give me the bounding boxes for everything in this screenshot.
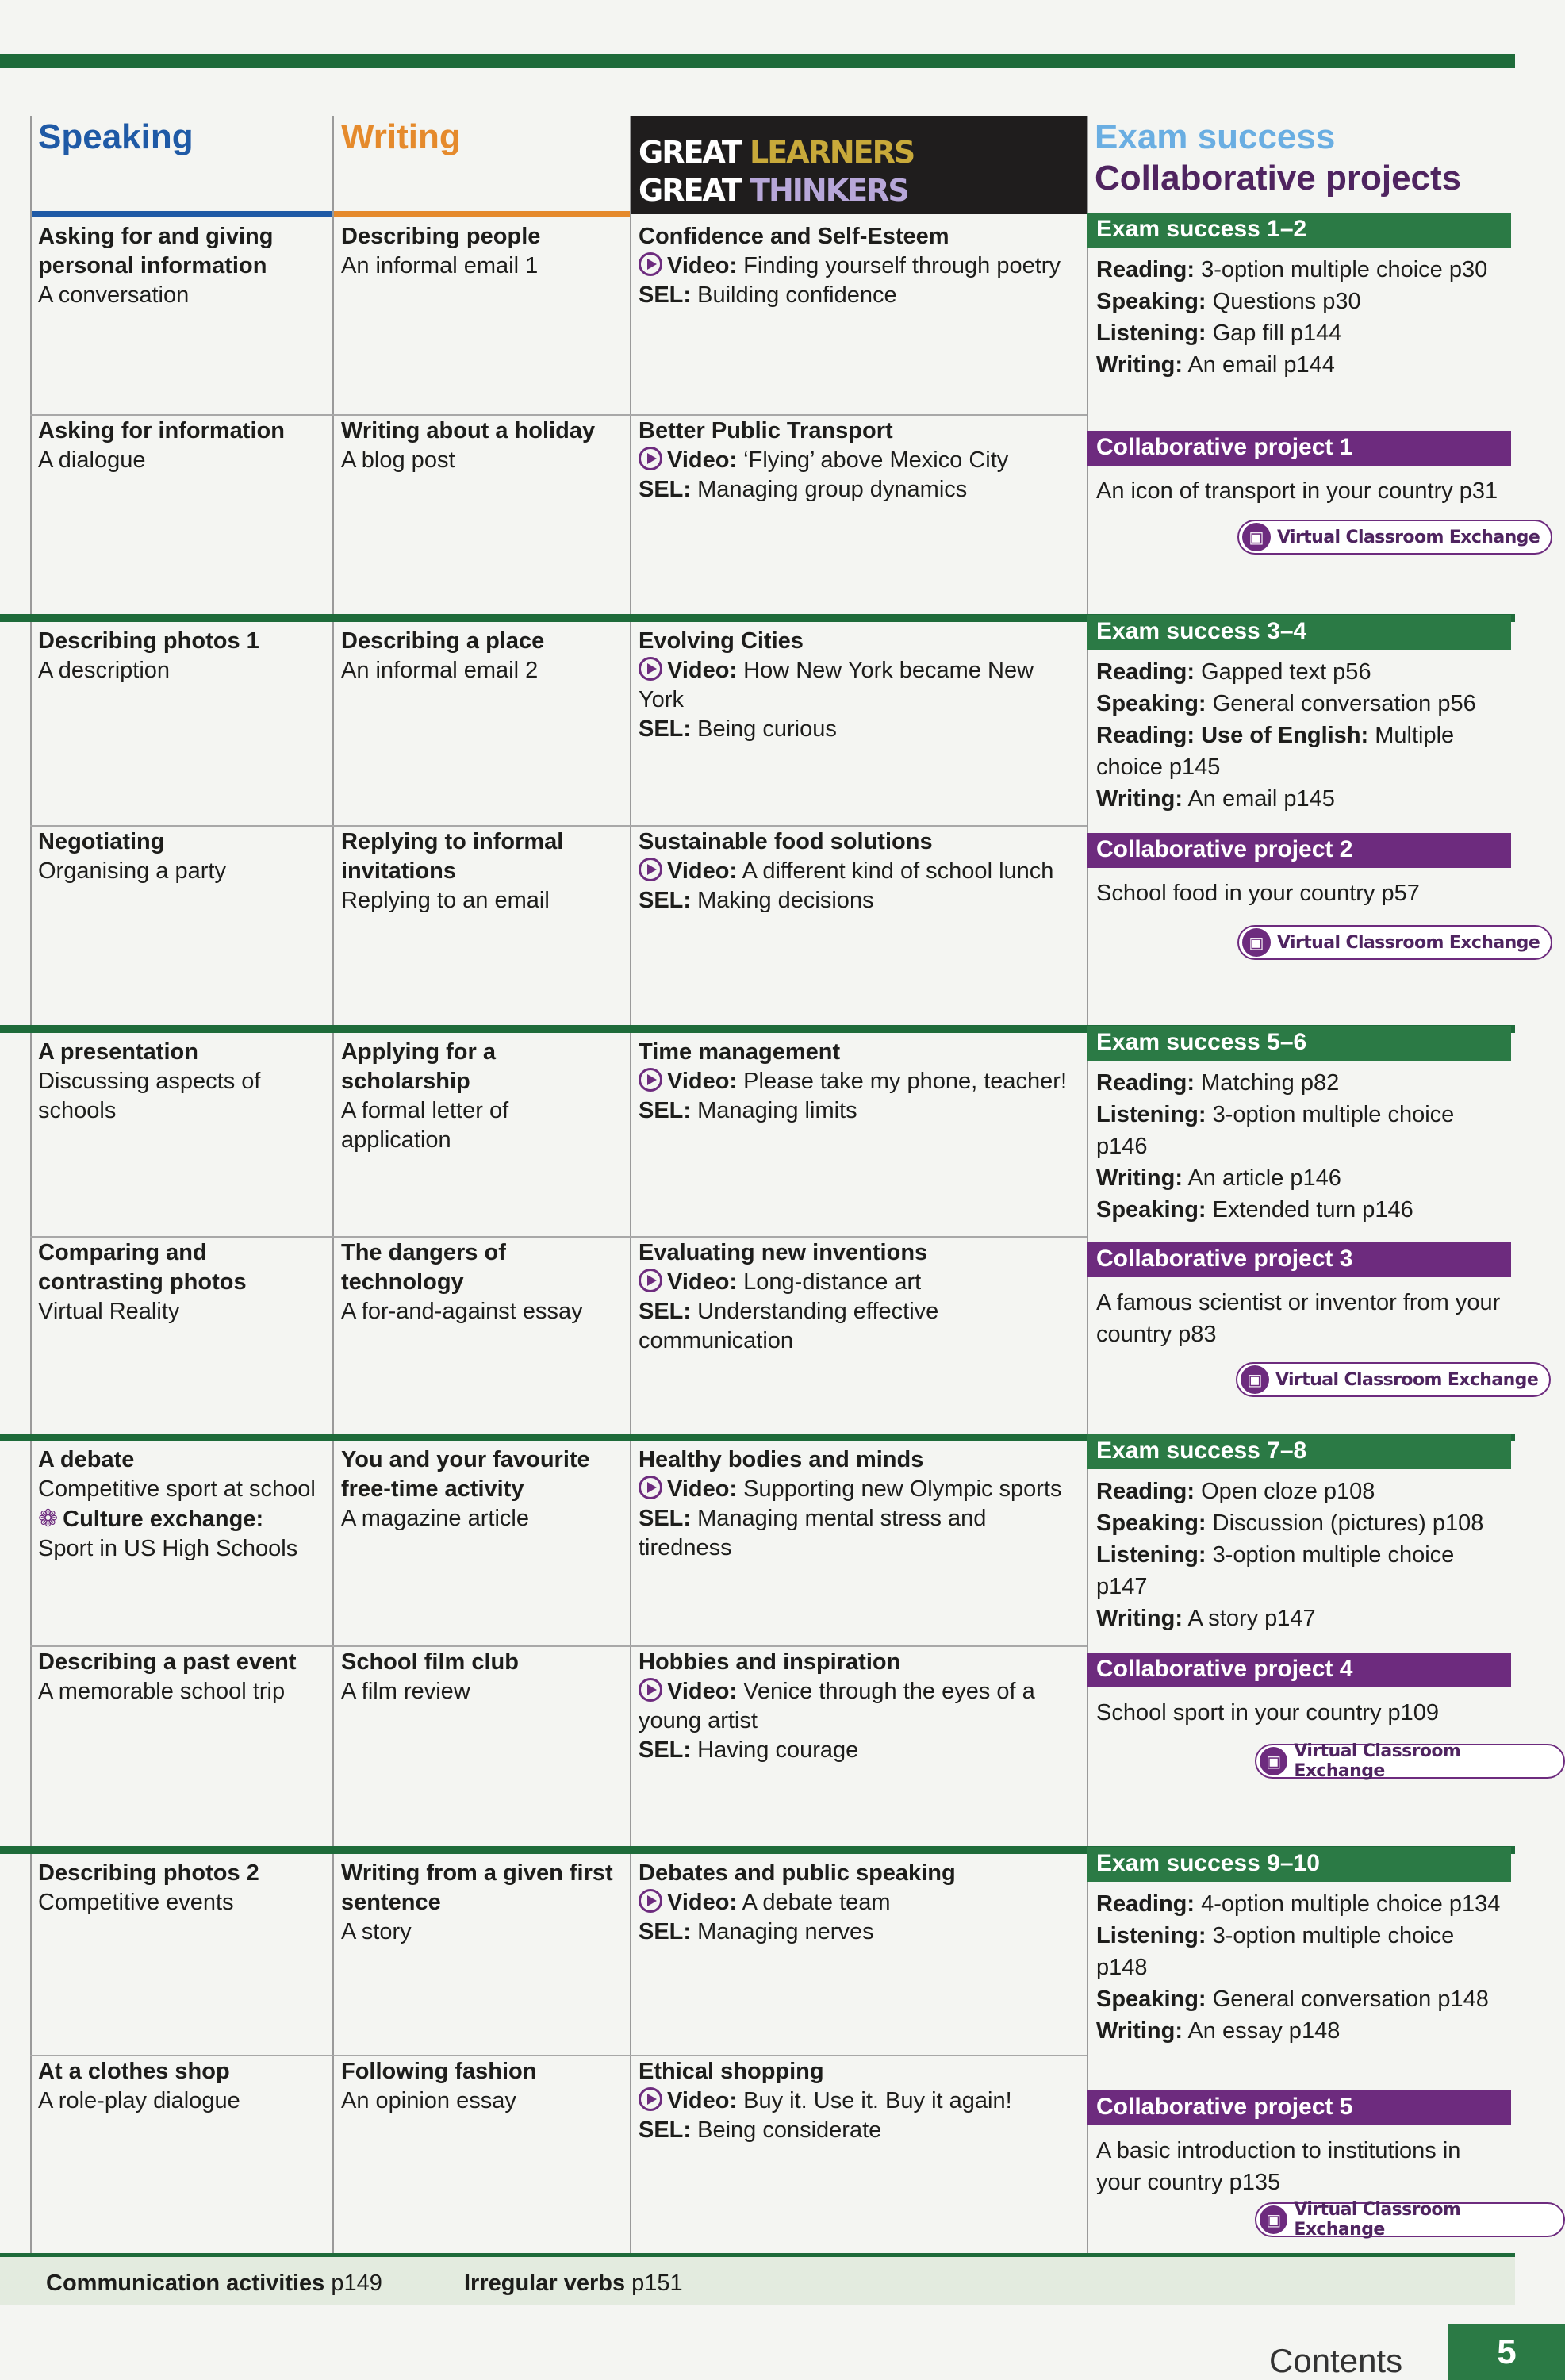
- topic-title: Ethical shopping: [639, 2059, 824, 2084]
- great-learners-cell: [639, 416, 1079, 505]
- sel-line: [639, 886, 1079, 916]
- virtual-classroom-exchange-button[interactable]: [1255, 1741, 1565, 1781]
- exam-item: [1096, 1888, 1509, 1920]
- exam-item-text: 3-option multiple choice p148: [1096, 1923, 1455, 1980]
- great-learners-cell: [639, 1648, 1079, 1765]
- exam-item: [1096, 254, 1509, 286]
- video-label: Video:: [667, 658, 738, 683]
- topic-title: Confidence and Self-Esteem: [639, 224, 949, 249]
- exam-item: [1096, 1539, 1509, 1603]
- video-line: [639, 656, 1079, 715]
- video-label: Video:: [667, 1476, 738, 1502]
- collaborative-project-text: A famous scientist or inventor from your country p83: [1096, 1290, 1501, 1347]
- exam-item: [1096, 317, 1509, 349]
- writing-subtitle: An opinion essay: [341, 2088, 516, 2113]
- exam-item: [1096, 688, 1509, 720]
- speaking-subtitle: Organising a party: [38, 858, 226, 884]
- sel-text: Managing mental stress and tiredness: [639, 1506, 987, 1560]
- writing-cell: [341, 2057, 623, 2116]
- exam-item-label: Speaking:: [1096, 289, 1206, 314]
- exam-success-bar: Exam success 7–8: [1087, 1434, 1511, 1469]
- sel-text: Managing group dynamics: [697, 477, 968, 502]
- exam-success-list: [1096, 254, 1509, 381]
- topic-title: Better Public Transport: [639, 418, 893, 443]
- video-title: A debate team: [742, 1890, 891, 1915]
- exam-item-text: 3-option multiple choice p147: [1096, 1542, 1455, 1599]
- exam-item-text: An email p144: [1187, 352, 1335, 378]
- writing-subtitle: An informal email 2: [341, 658, 539, 683]
- exam-item: [1096, 1920, 1509, 1983]
- exam-success-header: Exam success: [1095, 117, 1336, 156]
- sel-line: [639, 1917, 1079, 1947]
- video-label: Video:: [667, 1269, 738, 1295]
- exam-success-list: [1096, 1476, 1509, 1634]
- sel-line: [639, 1096, 1079, 1126]
- vce-label: Virtual Classroom Exchange: [1294, 1741, 1461, 1781]
- video-title: Buy it. Use it. Buy it again!: [743, 2088, 1012, 2113]
- exam-item: [1096, 286, 1509, 317]
- virtual-classroom-exchange-button[interactable]: [1237, 925, 1552, 960]
- exam-item: [1096, 1983, 1509, 2015]
- sel-line: [639, 281, 1079, 310]
- video-title: Venice through the eyes of a young artist: [639, 1679, 1035, 1733]
- speaking-cell: [38, 416, 324, 475]
- writing-title: Applying for a scholarship: [341, 1039, 496, 1094]
- writing-cell: [341, 1038, 623, 1155]
- sel-line: [639, 1297, 1079, 1356]
- speaking-title: Describing photos 1: [38, 628, 259, 654]
- sel-text: Building confidence: [697, 282, 897, 308]
- sel-label: SEL:: [639, 716, 692, 742]
- speaking-cell: [38, 827, 324, 886]
- sel-label: SEL:: [639, 2117, 692, 2143]
- exam-item-text: General conversation p148: [1212, 1987, 1489, 2012]
- writing-cell: [341, 222, 623, 281]
- writing-cell: [341, 1859, 623, 1947]
- great-learners-cell: [639, 2057, 1079, 2145]
- exam-item-label: Speaking:: [1096, 1511, 1206, 1536]
- play-icon: [639, 1476, 662, 1499]
- communication-activities-ref: Communication activities p149: [46, 2271, 382, 2296]
- exam-item-text: Extended turn p146: [1212, 1197, 1413, 1223]
- exam-item-text: Gap fill p144: [1212, 321, 1342, 346]
- exam-item: [1096, 783, 1509, 815]
- sel-text: Managing limits: [697, 1098, 857, 1123]
- video-label: Video:: [667, 447, 738, 473]
- row-divider: [30, 825, 1087, 827]
- play-icon: [639, 858, 662, 881]
- sel-label: SEL:: [639, 1299, 692, 1324]
- exam-item-label: Reading:: [1096, 1479, 1195, 1504]
- writing-title: Describing a place: [341, 628, 545, 654]
- great-learners-logo: GREAT LEARNERS GREAT THINKERS: [631, 116, 1087, 214]
- exam-item-text: An essay p148: [1187, 2018, 1341, 2044]
- exam-item-text: 3-option multiple choice p146: [1096, 1102, 1455, 1159]
- exam-item-text: 4-option multiple choice p134: [1201, 1891, 1501, 1917]
- writing-title: You and your favourite free-time activity: [341, 1447, 590, 1502]
- exam-item-text: An email p145: [1187, 786, 1335, 812]
- writing-cell: [341, 416, 623, 475]
- writing-subtitle: A magazine article: [341, 1506, 529, 1531]
- sel-line: [639, 1504, 1079, 1563]
- laptop-icon: ▣: [1242, 928, 1271, 957]
- sel-line: [639, 475, 1079, 505]
- play-icon: [639, 1269, 662, 1292]
- collaborative-project-bar: Collaborative project 2: [1087, 833, 1511, 868]
- great-learners-cell: [639, 1445, 1079, 1563]
- exam-item-text: Gapped text p56: [1201, 659, 1371, 685]
- writing-subtitle: A formal letter of application: [341, 1098, 509, 1153]
- speaking-title: Negotiating: [38, 829, 165, 854]
- video-title: Supporting new Olympic sports: [743, 1476, 1062, 1502]
- great-learners-cell: [639, 222, 1079, 310]
- speaking-subtitle: A memorable school trip: [38, 1679, 286, 1704]
- laptop-icon: ▣: [1260, 2205, 1287, 2234]
- sel-label: SEL:: [639, 1506, 692, 1531]
- exam-item-label: Writing:: [1096, 1606, 1183, 1631]
- sel-text: Managing nerves: [697, 1919, 874, 1944]
- exam-item: [1096, 349, 1509, 381]
- play-icon: [639, 252, 662, 276]
- video-label: Video:: [667, 1679, 738, 1704]
- video-label: Video:: [667, 858, 738, 884]
- speaking-cell: [38, 1859, 324, 1917]
- row-divider: [30, 1645, 1087, 1647]
- exam-item-label: Listening:: [1096, 321, 1206, 346]
- exam-item-label: Writing:: [1096, 2018, 1183, 2044]
- play-icon: [639, 447, 662, 470]
- video-title: ‘Flying’ above Mexico City: [743, 447, 1009, 473]
- sel-label: SEL:: [639, 282, 692, 308]
- great-learners-cell: [639, 1038, 1079, 1126]
- writing-subtitle: A blog post: [341, 447, 455, 473]
- exam-item-text: Multiple choice p145: [1096, 723, 1455, 780]
- play-icon: [639, 657, 662, 681]
- sel-text: Being considerate: [697, 2117, 882, 2143]
- exam-item-label: Reading:: [1096, 257, 1195, 282]
- play-icon: [639, 2087, 662, 2111]
- row-divider: [30, 1236, 1087, 1238]
- video-label: Video:: [667, 1069, 738, 1094]
- speaking-title: Asking for and giving personal information: [38, 224, 274, 278]
- writing-underline: [333, 211, 631, 217]
- exam-item-text: 3-option multiple choice p30: [1201, 257, 1488, 282]
- exam-success-list: [1096, 656, 1509, 815]
- row-divider: [30, 414, 1087, 416]
- exam-success-bar: Exam success 3–4: [1087, 615, 1511, 650]
- exam-item-label: Speaking:: [1096, 1197, 1206, 1223]
- speaking-title: Describing photos 2: [38, 1860, 259, 1886]
- sel-line: [639, 715, 1079, 744]
- video-line: [639, 251, 1079, 281]
- topic-title: Healthy bodies and minds: [639, 1447, 924, 1472]
- sel-label: SEL:: [639, 1737, 692, 1763]
- exam-item-label: Reading:: [1096, 659, 1195, 685]
- speaking-title: At a clothes shop: [38, 2059, 230, 2084]
- speaking-cell: [38, 627, 324, 685]
- great-learners-cell: [639, 1859, 1079, 1947]
- exam-item: [1096, 1603, 1509, 1634]
- writing-title: School film club: [341, 1649, 519, 1675]
- sel-line: [639, 2116, 1079, 2145]
- speaking-cell: [38, 1038, 324, 1126]
- video-label: Video:: [667, 2088, 738, 2113]
- play-icon: [639, 1889, 662, 1913]
- exam-item-label: Writing:: [1096, 1165, 1183, 1191]
- exam-item-label: Reading:: [1096, 1891, 1195, 1917]
- speaking-subtitle: Competitive sport at school: [38, 1476, 316, 1502]
- top-green-rule: [0, 54, 1515, 68]
- vce-label: Virtual Classroom Exchange: [1277, 932, 1540, 953]
- exam-success-bar: Exam success 1–2: [1087, 213, 1511, 248]
- speaking-title: Asking for information: [38, 418, 285, 443]
- vce-label: Virtual Classroom Exchange: [1294, 2200, 1461, 2240]
- sel-label: SEL:: [639, 477, 692, 502]
- exam-item-label: Reading:: [1096, 1070, 1195, 1096]
- video-line: [639, 446, 1079, 475]
- virtual-classroom-exchange-button[interactable]: [1255, 2200, 1565, 2240]
- topic-title: Sustainable food solutions: [639, 829, 933, 854]
- exam-success-list: [1096, 1067, 1509, 1226]
- topic-title: Evolving Cities: [639, 628, 804, 654]
- speaking-subtitle: A dialogue: [38, 447, 146, 473]
- collaborative-project-text: School sport in your country p109: [1096, 1700, 1440, 1726]
- topic-title: Debates and public speaking: [639, 1860, 956, 1886]
- irregular-verbs-ref: Irregular verbs p151: [464, 2271, 683, 2296]
- exam-item: [1096, 656, 1509, 688]
- sel-label: SEL:: [639, 1098, 692, 1123]
- speaking-title: A debate: [38, 1447, 135, 1472]
- speaking-cell: [38, 1648, 324, 1706]
- speaking-subtitle: Virtual Reality: [38, 1299, 180, 1324]
- vce-label: Virtual Classroom Exchange: [1277, 527, 1540, 547]
- writing-subtitle: A film review: [341, 1679, 470, 1704]
- contents-label: Contents: [1269, 2342, 1403, 2379]
- speaking-underline: [30, 211, 333, 217]
- sel-text: Understanding effective communication: [639, 1299, 939, 1353]
- exam-success-bar: Exam success 5–6: [1087, 1026, 1511, 1061]
- column-rule: [30, 116, 32, 2253]
- writing-subtitle: An informal email 1: [341, 253, 539, 278]
- video-line: [639, 1268, 1079, 1297]
- speaking-subtitle: Competitive events: [38, 1890, 234, 1915]
- video-line: [639, 2086, 1079, 2116]
- speaking-subtitle: A description: [38, 658, 171, 683]
- video-title: How New York became New York: [639, 658, 1034, 712]
- writing-subtitle: Replying to an email: [341, 888, 550, 913]
- sel-text: Having courage: [697, 1737, 859, 1763]
- laptop-icon: ▣: [1242, 523, 1271, 551]
- collaborative-project-bar: Collaborative project 1: [1087, 431, 1511, 466]
- writing-title: Following fashion: [341, 2059, 537, 2084]
- culture-label: Culture exchange:: [63, 1507, 264, 1532]
- exam-item-text: An article p146: [1187, 1165, 1341, 1191]
- video-title: Long-distance art: [743, 1269, 922, 1295]
- exam-item-label: Listening:: [1096, 1102, 1206, 1127]
- video-line: [639, 1067, 1079, 1096]
- great-learners-cell: [639, 1238, 1079, 1356]
- exam-item-label: Listening:: [1096, 1923, 1206, 1948]
- sel-text: Being curious: [697, 716, 837, 742]
- video-label: Video:: [667, 253, 738, 278]
- exam-item-label: Writing:: [1096, 352, 1183, 378]
- collaborative-project-text: A basic introduction to institutions in your country p135: [1096, 2138, 1461, 2195]
- writing-subtitle: A story: [341, 1919, 412, 1944]
- collaborative-project-bar: Collaborative project 4: [1087, 1653, 1511, 1687]
- writing-cell: [341, 627, 623, 685]
- virtual-classroom-exchange-button[interactable]: [1236, 1362, 1551, 1397]
- exam-item: [1096, 1194, 1509, 1226]
- culture-text: Sport in US High Schools: [38, 1536, 298, 1561]
- row-divider: [30, 2055, 1087, 2056]
- column-rule: [630, 116, 631, 2253]
- speaking-cell: [38, 1445, 324, 1564]
- speaking-cell: [38, 222, 324, 310]
- exam-item: [1096, 1507, 1509, 1539]
- video-line: [639, 1677, 1079, 1736]
- collaborative-project-text: School food in your country p57: [1096, 881, 1420, 906]
- collaborative-projects-header: Collaborative projects: [1095, 159, 1462, 198]
- exam-item-label: Reading: Use of English:: [1096, 723, 1369, 748]
- column-rule: [332, 116, 334, 2253]
- virtual-classroom-exchange-button[interactable]: [1237, 520, 1552, 555]
- play-icon: [639, 1678, 662, 1702]
- speaking-subtitle: A role-play dialogue: [38, 2088, 240, 2113]
- collaborative-project-bar: Collaborative project 3: [1087, 1242, 1511, 1277]
- exam-item-text: General conversation p56: [1212, 691, 1476, 716]
- exam-item: [1096, 1162, 1509, 1194]
- exam-item-label: Listening:: [1096, 1542, 1206, 1568]
- speaking-title: Describing a past event: [38, 1649, 297, 1675]
- laptop-icon: ▣: [1241, 1365, 1269, 1394]
- writing-title: Writing about a holiday: [341, 418, 596, 443]
- page-number: 5: [1448, 2324, 1565, 2380]
- writing-title: Describing people: [341, 224, 541, 249]
- speaking-subtitle: A conversation: [38, 282, 190, 308]
- exam-item-text: Open cloze p108: [1201, 1479, 1375, 1504]
- exam-item-text: Discussion (pictures) p108: [1212, 1511, 1484, 1536]
- exam-item-label: Speaking:: [1096, 691, 1206, 716]
- exam-item: [1096, 720, 1509, 783]
- writing-cell: [341, 1445, 623, 1534]
- video-line: [639, 1888, 1079, 1917]
- topic-title: Evaluating new inventions: [639, 1240, 928, 1265]
- exam-success-bar: Exam success 9–10: [1087, 1847, 1511, 1882]
- speaking-cell: [38, 2057, 324, 2116]
- writing-title: The dangers of technology: [341, 1240, 506, 1295]
- culture-exchange: [38, 1504, 324, 1534]
- vce-label: Virtual Classroom Exchange: [1275, 1369, 1539, 1390]
- exam-item: [1096, 2015, 1509, 2047]
- topic-title: Hobbies and inspiration: [639, 1649, 901, 1675]
- writing-cell: [341, 827, 623, 916]
- video-title: Finding yourself through poetry: [743, 253, 1061, 278]
- video-line: [639, 1475, 1079, 1504]
- writing-title: Writing from a given first sentence: [341, 1860, 613, 1915]
- writing-subtitle: A for-and-against essay: [341, 1299, 583, 1324]
- great-learners-cell: [639, 627, 1079, 744]
- exam-item-text: Matching p82: [1201, 1070, 1340, 1096]
- writing-cell: [341, 1238, 623, 1326]
- writing-title: Replying to informal invitations: [341, 829, 564, 884]
- play-icon: [639, 1068, 662, 1092]
- video-label: Video:: [667, 1890, 738, 1915]
- writing-cell: [341, 1648, 623, 1706]
- exam-item-text: A story p147: [1187, 1606, 1316, 1631]
- exam-item-label: Writing:: [1096, 786, 1183, 812]
- video-line: [639, 857, 1079, 886]
- video-title: Please take my phone, teacher!: [743, 1069, 1068, 1094]
- speaking-subtitle: Discussing aspects of schools: [38, 1069, 261, 1123]
- speaking-title: A presentation: [38, 1039, 198, 1065]
- sel-label: SEL:: [639, 1919, 692, 1944]
- exam-item-label: Speaking:: [1096, 1987, 1206, 2012]
- writing-header: Writing: [341, 117, 461, 156]
- laptop-icon: ▣: [1260, 1747, 1287, 1775]
- video-title: A different kind of school lunch: [742, 858, 1054, 884]
- speaking-header: Speaking: [38, 117, 194, 156]
- exam-item: [1096, 1476, 1509, 1507]
- topic-title: Time management: [639, 1039, 841, 1065]
- exam-item-text: Questions p30: [1212, 289, 1361, 314]
- collaborative-project-bar: Collaborative project 5: [1087, 2090, 1511, 2125]
- sel-text: Making decisions: [697, 888, 874, 913]
- great-learners-cell: [639, 827, 1079, 916]
- globe-icon: ❁: [38, 1506, 59, 1532]
- exam-item: [1096, 1067, 1509, 1099]
- speaking-cell: [38, 1238, 324, 1326]
- exam-success-list: [1096, 1888, 1509, 2047]
- sel-line: [639, 1736, 1079, 1765]
- exam-item: [1096, 1099, 1509, 1162]
- speaking-title: Comparing and contrasting photos: [38, 1240, 247, 1295]
- collaborative-project-text: An icon of transport in your country p31: [1096, 478, 1498, 504]
- sel-label: SEL:: [639, 888, 692, 913]
